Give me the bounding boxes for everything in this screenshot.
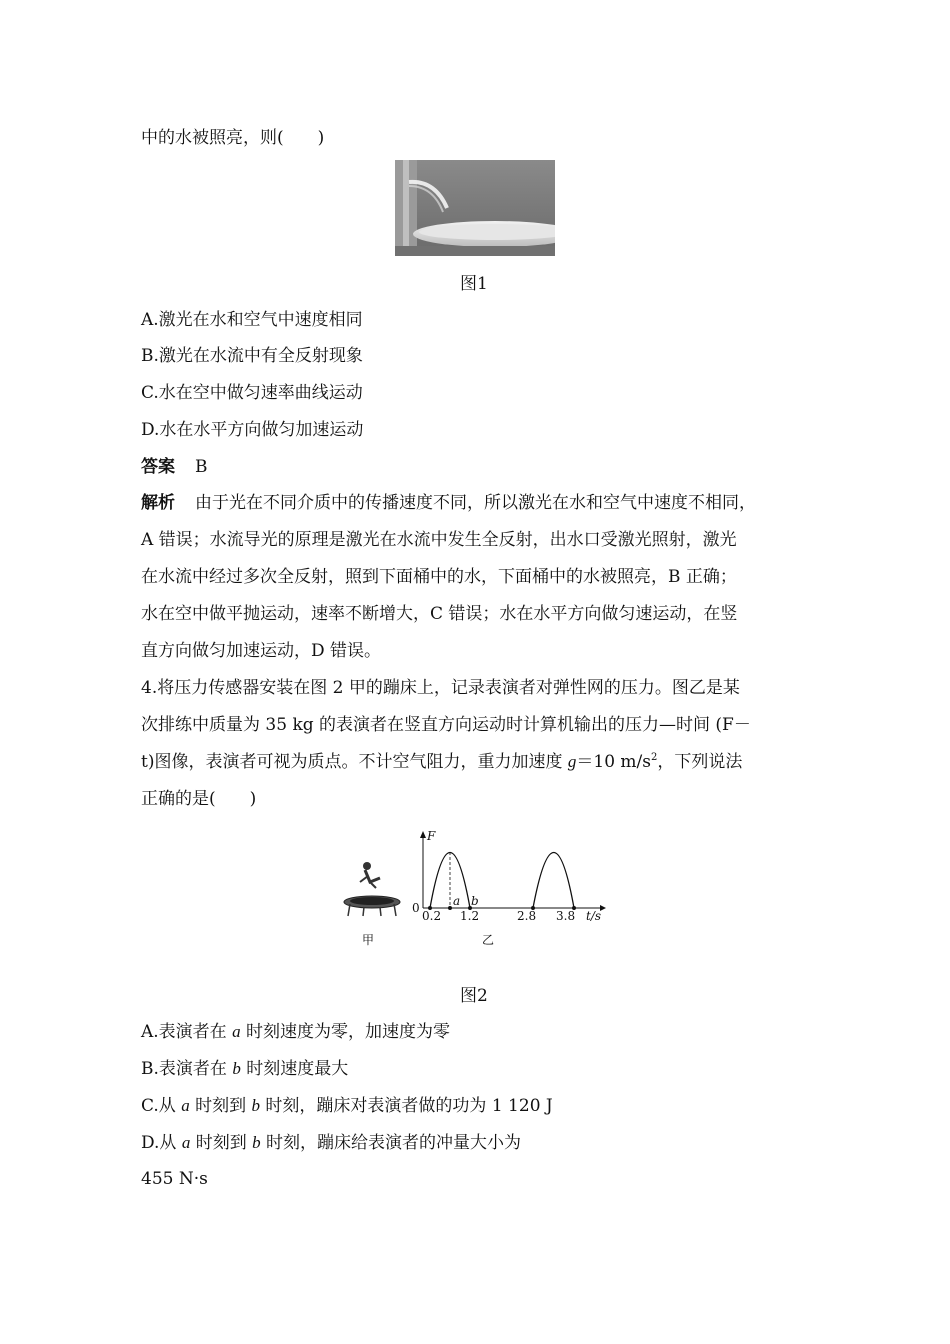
q3-answer (141, 456, 208, 478)
label-a: a (453, 894, 461, 908)
q4-option-b (141, 1058, 348, 1080)
q3-analysis-line-5: 直方向做匀加速运动，D 错误。 (141, 641, 382, 661)
trampoline-icon (344, 862, 400, 916)
figure1-photo (395, 160, 555, 256)
y-axis-label: F (427, 829, 436, 843)
q4-stem-line-3-a: t)图像，表演者可视为质点。不计空气阻力，重力加速度 (141, 752, 568, 772)
figure1-caption: 图1 (460, 274, 488, 294)
var-a: a (232, 1022, 241, 1041)
q4-option-a-post: 时刻速度为零，加速度为零 (240, 1022, 450, 1042)
var-b: b (251, 1096, 261, 1115)
q4-stem-line-3-c: ，下列说法 (657, 752, 743, 772)
x-axis-label: t/s (586, 909, 602, 923)
q3-analysis-line-1 (141, 492, 756, 514)
q4-option-b-pre: B.表演者在 (141, 1059, 233, 1079)
point-a (448, 906, 452, 910)
curve-peak-2 (533, 853, 574, 909)
figure2-caption: 图2 (460, 986, 488, 1006)
q4-option-d-pre: D.从 (141, 1133, 182, 1153)
tick-3.8: 3.8 (556, 909, 576, 923)
q3-option-d: D.水在水平方向做匀加速运动 (141, 420, 364, 440)
answer-label: 答案 (141, 457, 175, 477)
origin-label: 0 (412, 901, 420, 915)
answer-value: B (195, 457, 208, 477)
var-a: a (181, 1133, 191, 1152)
q3-stem-tail: 中的水被照亮，则( ) (141, 128, 325, 148)
q4-option-d (141, 1132, 521, 1154)
q4-option-c-post: 时刻，蹦床对表演者做的功为 1 120 J (260, 1096, 553, 1116)
q3-option-b: B.激光在水流中有全反射现象 (141, 346, 363, 366)
q4-option-d-post: 时刻，蹦床给表演者的冲量大小为 (260, 1133, 522, 1153)
q3-analysis-line-3: 在水流中经过多次全反射，照到下面桶中的水，下面桶中的水被照亮，B 正确； (141, 567, 737, 587)
label-yi: 乙 (482, 933, 495, 947)
q4-option-d-mid: 时刻到 (190, 1133, 253, 1153)
q4-option-c-mid: 时刻到 (189, 1096, 252, 1116)
q4-option-c-pre: C.从 (141, 1096, 182, 1116)
label-b: b (471, 894, 479, 908)
q3-analysis-line-2: A 错误；水流导光的原理是激光在水流中发生全反射，出水口受激光照射，激光 (141, 530, 737, 550)
q3-analysis-line-4: 水在空中做平抛运动，速率不断增大，C 错误；水在水平方向做匀速运动，在竖 (141, 604, 738, 624)
q4-stem-line-3-b: ＝10 m/s (576, 752, 651, 772)
q4-stem-line-3 (141, 751, 742, 773)
var-b: b (232, 1059, 241, 1078)
q4-stem-line-4: 正确的是( ) (141, 789, 257, 809)
tick-0.2: 0.2 (422, 909, 442, 923)
analysis-text: 由于光在不同介质中的传播速度不同，所以激光在水和空气中速度不相同， (195, 493, 756, 513)
q4-stem-line-1: 4.将压力传感器安装在图 2 甲的蹦床上，记录表演者对弹性网的压力。图乙是某 (141, 678, 740, 698)
tick-2.8: 2.8 (517, 909, 537, 923)
label-jia: 甲 (362, 933, 375, 947)
q4-option-a (141, 1021, 450, 1043)
exponent: 2 (650, 752, 658, 763)
q4-option-d-tail: 455 N·s (141, 1169, 208, 1189)
q4-option-c (141, 1095, 553, 1117)
q4-option-b-post: 时刻速度最大 (240, 1059, 349, 1079)
q4-stem-line-2: 次排练中质量为 35 kg 的表演者在竖直方向运动时计算机输出的压力—时间 (F－ (141, 715, 751, 735)
q3-option-c: C.水在空中做匀速率曲线运动 (141, 383, 363, 403)
analysis-label: 解析 (141, 493, 175, 513)
gravity-symbol: g (567, 752, 577, 771)
var-b: b (252, 1133, 261, 1152)
q4-option-a-pre: A.表演者在 (141, 1022, 233, 1042)
q3-option-a: A.激光在水和空气中速度相同 (141, 310, 363, 330)
tick-1.2: 1.2 (460, 909, 480, 923)
var-a: a (181, 1096, 190, 1115)
y-axis-arrow-icon (420, 831, 426, 838)
figure2 (330, 822, 620, 957)
